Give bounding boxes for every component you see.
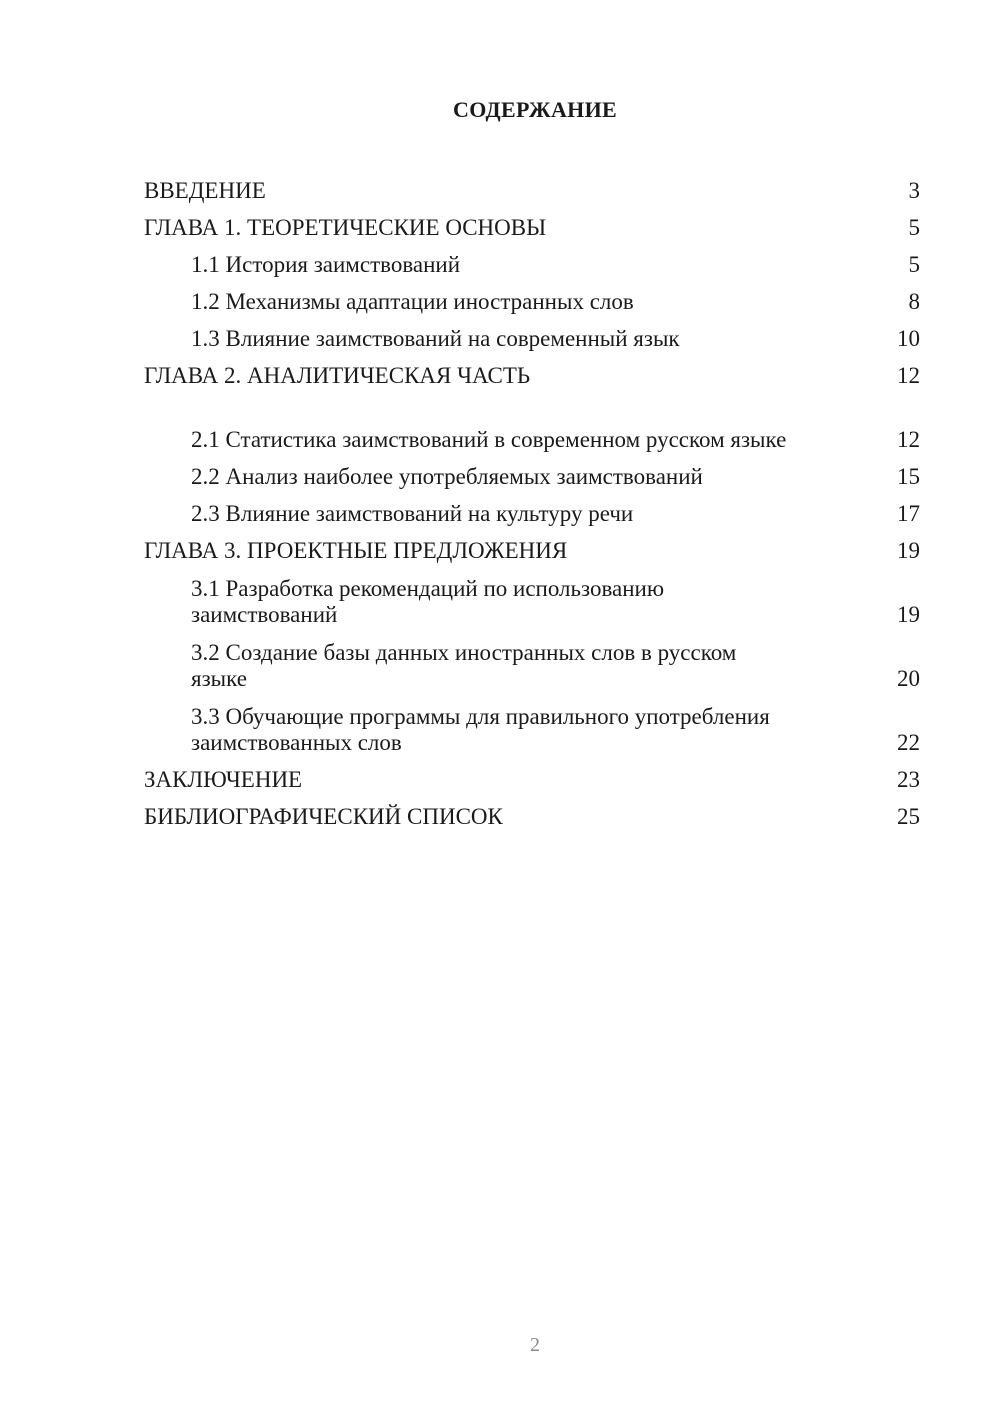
- toc-entry: [144, 456, 920, 493]
- toc-entry-title: ГЛАВА 3. ПРОЕКТНЫЕ ПРЕДЛОЖЕНИЯ: [144, 538, 568, 563]
- toc-entry-page: 8: [908, 289, 920, 314]
- toc-entry-title: 3.3 Обучающие программы для правильного употребления заимствованных слов: [191, 704, 770, 755]
- page-title: СОДЕРЖАНИЕ: [453, 97, 617, 122]
- toc-entry-title: 2.3 Влияние заимствований на культуру речи: [191, 501, 634, 526]
- toc-entry: [144, 759, 920, 796]
- toc-entry-page: 15: [897, 464, 920, 489]
- toc-entry-page: 12: [897, 427, 920, 452]
- toc-entry: [144, 207, 920, 244]
- toc-entry: [144, 530, 920, 567]
- toc-entry: [144, 170, 920, 207]
- toc-entry: [144, 493, 920, 530]
- toc-entry-page: 3: [908, 178, 920, 203]
- toc-entry: [144, 796, 920, 833]
- table-of-contents: [144, 170, 920, 833]
- toc-entry-title: 3.1 Разработка рекомендаций по использованию заимствований: [191, 576, 665, 627]
- page-number: 2: [530, 1334, 540, 1356]
- toc-entry-title: ГЛАВА 2. АНАЛИТИЧЕСКАЯ ЧАСТЬ: [144, 363, 531, 388]
- toc-entry: [144, 355, 920, 392]
- toc-entry: [144, 567, 920, 631]
- toc-entry-page: 19: [897, 538, 920, 563]
- toc-entry: [144, 281, 920, 318]
- toc-entry: [144, 695, 920, 759]
- toc-entry-page: 10: [897, 326, 920, 351]
- toc-entry: [144, 631, 920, 695]
- toc-entry: [144, 392, 920, 456]
- toc-entry: [144, 244, 920, 281]
- toc-entry-title: ГЛАВА 1. ТЕОРЕТИЧЕСКИЕ ОСНОВЫ: [144, 215, 547, 240]
- toc-entry-page: 23: [897, 767, 920, 792]
- toc-entry-page: 5: [908, 215, 920, 240]
- toc-entry-title: 1.1 История заимствований: [191, 252, 461, 277]
- toc-entry-page: 17: [897, 501, 920, 526]
- toc-entry-title: 2.2 Анализ наиболее употребляемых заимствований: [191, 464, 703, 489]
- toc-entry-title: 1.3 Влияние заимствований на современный язык: [191, 326, 680, 351]
- toc-entry-page: 19: [897, 602, 920, 627]
- toc-entry-title: ЗАКЛЮЧЕНИЕ: [144, 767, 303, 792]
- toc-entry-title: 2.1 Статистика заимствований в современном русском языке: [191, 427, 787, 452]
- toc-entry-title: ВВЕДЕНИЕ: [144, 178, 266, 203]
- toc-entry-page: 20: [897, 666, 920, 691]
- toc-entry-title: 3.2 Создание базы данных иностранных слов в русском языке: [191, 640, 737, 691]
- toc-entry-page: 5: [908, 252, 920, 277]
- toc-entry-title: БИБЛИОГРАФИЧЕСКИЙ СПИСОК: [144, 804, 503, 829]
- toc-entry: [144, 318, 920, 355]
- toc-entry-page: 22: [897, 730, 920, 755]
- toc-entry-title: 1.2 Механизмы адаптации иностранных слов: [191, 289, 634, 314]
- toc-entry-page: 25: [897, 804, 920, 829]
- toc-entry-page: 12: [897, 363, 920, 388]
